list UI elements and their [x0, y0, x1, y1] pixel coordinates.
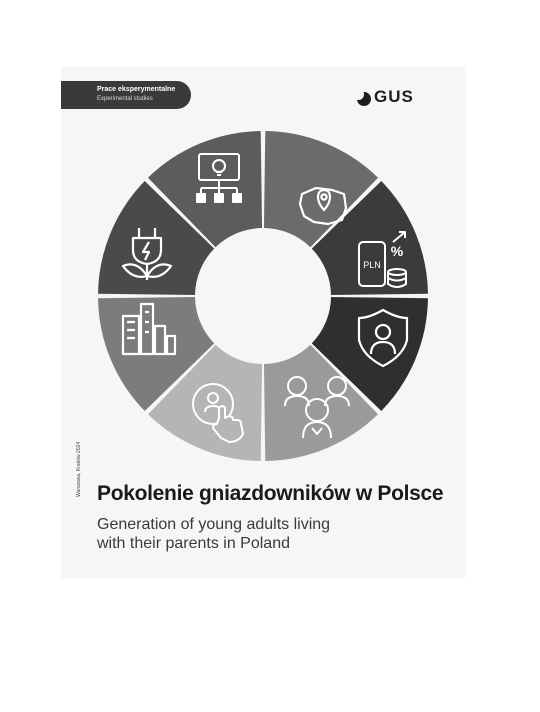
topic-wheel	[97, 130, 429, 462]
subtitle-line-2: with their parents in Poland	[97, 535, 290, 552]
gus-logo	[357, 86, 429, 108]
gus-logo-mark-icon	[357, 92, 371, 106]
cover-page	[61, 66, 466, 578]
publication-title: Pokolenie gniazdowników w Polsce	[97, 482, 444, 505]
gus-logo-text: GUS	[374, 87, 414, 106]
series-label-en: Experimental studies	[97, 96, 153, 102]
series-badge	[61, 81, 191, 109]
series-label-pl: Prace eksperymentalne	[97, 86, 176, 93]
publication-imprint: Warszawa, Kraków 2024	[76, 441, 82, 497]
publication-subtitle	[97, 515, 330, 553]
wheel-center	[196, 229, 330, 363]
percent-label: %	[390, 243, 404, 259]
currency-label: PLN	[363, 260, 381, 270]
subtitle-line-1: Generation of young adults living	[97, 516, 331, 533]
